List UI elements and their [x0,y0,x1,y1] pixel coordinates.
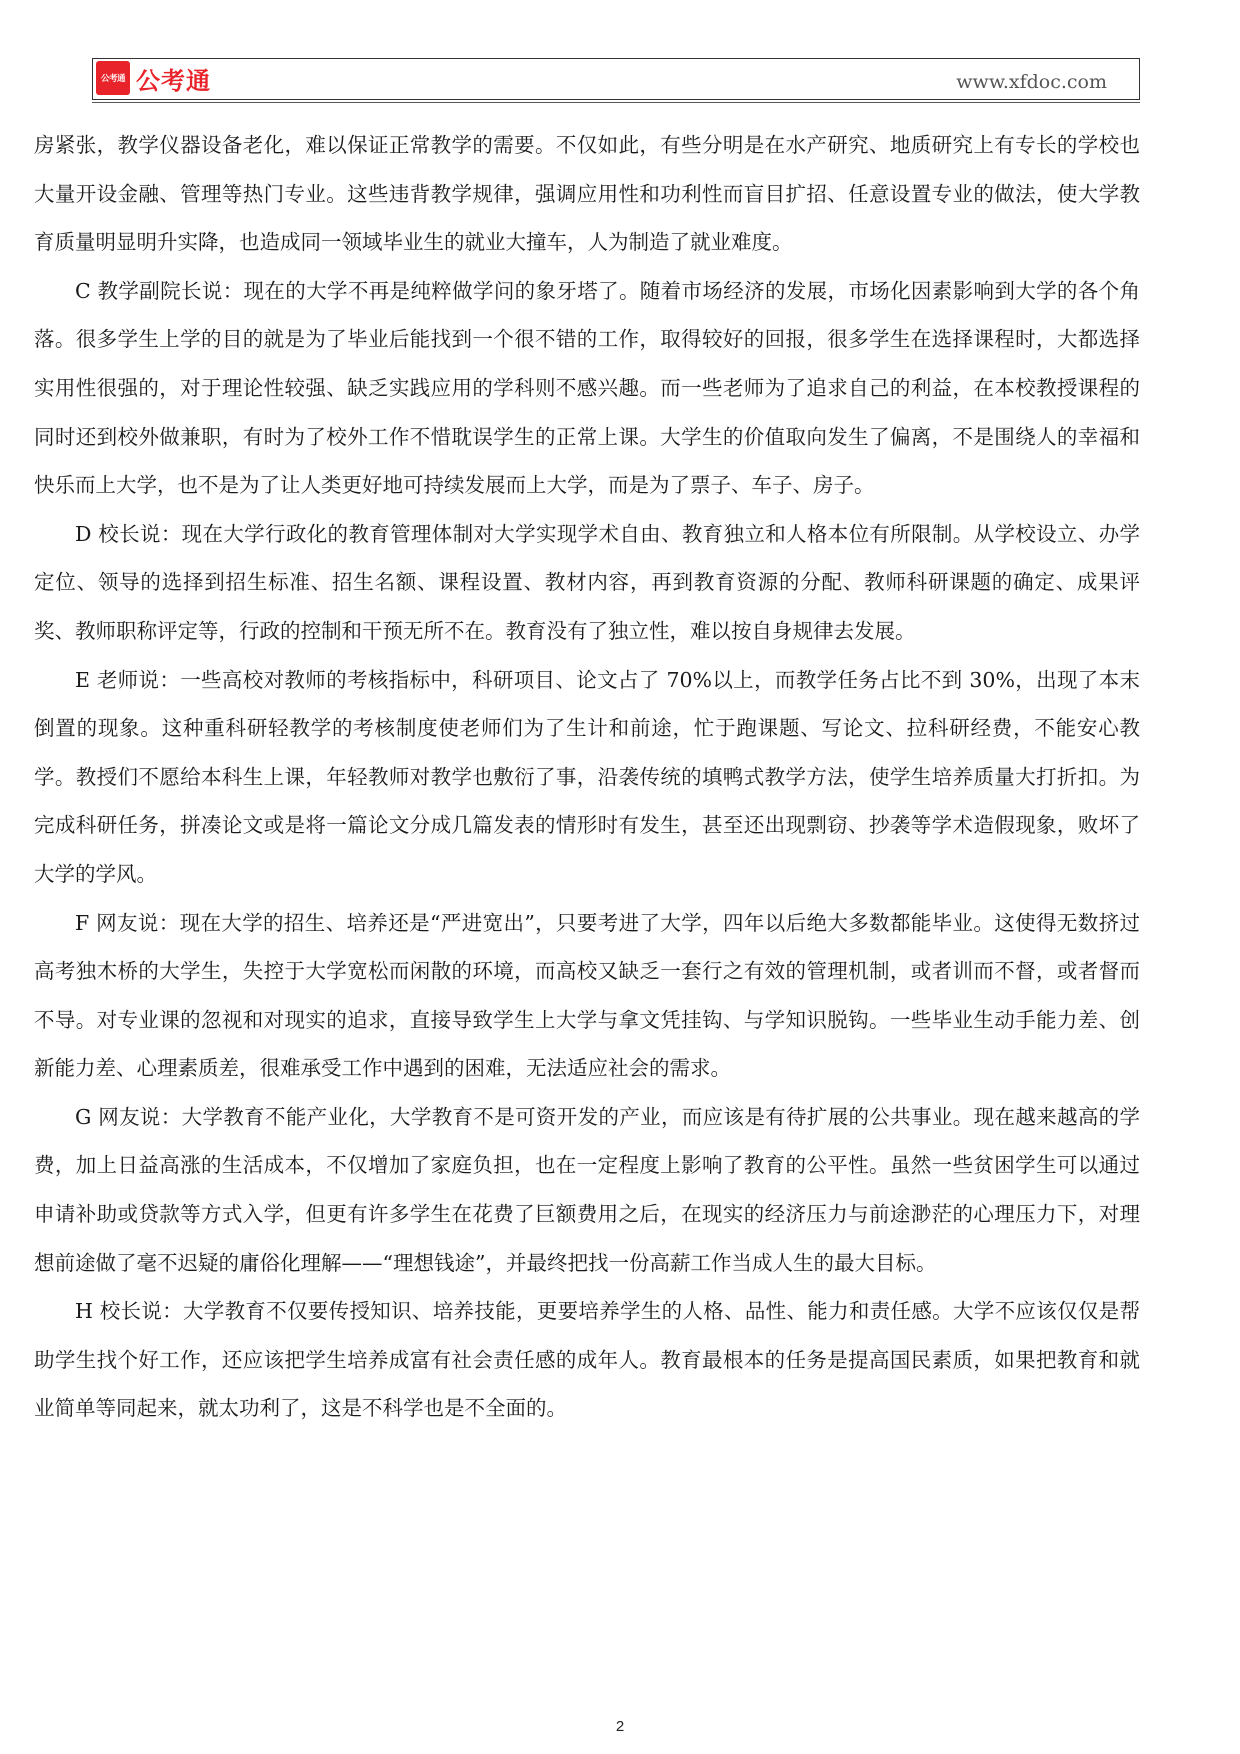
logo-text: 公考通 [136,66,211,95]
paragraph-h: H 校长说：大学教育不仅要传授知识、培养技能，更要培养学生的人格、品性、能力和责任感。大学不应该仅仅是帮助学生找个好工作，还应该把学生培养成富有社会责任感的成年人。教育最根本的任务是提高国民素质，如果把教育和就业简单等同起来，就太功利了，这是不科学也是不全面的。 [34,1299,1140,1421]
paragraph-c: C 教学副院长说：现在的大学不再是纯粹做学问的象牙塔了。随着市场经济的发展，市场化因素影响到大学的各个角落。很多学生上学的目的就是为了毕业后能找到一个很不错的工作，取得较好的回报，很多学生在选择课程时，大都选择实用性很强的，对于理论性较强、缺乏实践应用的学科则不感兴趣。而一些老师为了追求自己的利益，在本校教授课程的同时还到校外做兼职，有时为了校外工作不惜耽误学生的正常上课。大学生的价值取向发生了偏离，不是围绕人的幸福和快乐而上大学，也不是为了让人类更好地可持续发展而上大学，而是为了票子、车子、房子。 [34,278,1140,498]
logo-mark-icon: 公考通 [96,61,130,95]
page-number: 2 [615,1718,625,1735]
paragraph-continued: 房紧张，教学仪器设备老化，难以保证正常教学的需要。不仅如此，有些分明是在水产研究、地质研究上有专长的学校也大量开设金融、管理等热门专业。这些违背教学规律，强调应用性和功利性而盲目扩招、任意设置专业的做法，使大学教育质量明显明升实降，也造成同一领域毕业生的就业大撞车，人为制造了就业难度。 [34,133,1140,255]
page-header [92,58,1140,100]
document-body [34,121,1140,1433]
header-divider [92,102,1140,103]
paragraph-g: G 网友说：大学教育不能产业化，大学教育不是可资开发的产业，而应该是有待扩展的公共事业。现在越来越高的学费，加上日益高涨的生活成本，不仅增加了家庭负担，也在一定程度上影响了教育的公平性。虽然一些贫困学生可以通过申请补助或贷款等方式入学，但更有许多学生在花费了巨额费用之后，在现实的经济压力与前途渺茫的心理压力下，对理想前途做了毫不迟疑的庸俗化理解——“理想钱途”，并最终把找一份高薪工作当成人生的最大目标。 [34,1104,1140,1275]
logo [96,61,211,95]
paragraph-f: F 网友说：现在大学的招生、培养还是“严进宽出”，只要考进了大学，四年以后绝大多数都能毕业。这使得无数挤过高考独木桥的大学生，失控于大学宽松而闲散的环境，而高校又缺乏一套行之有效的管理机制，或者训而不督，或者督而不导。对专业课的忽视和对现实的追求，直接导致学生上大学与拿文凭挂钩、与学知识脱钩。一些毕业生动手能力差、创新能力差、心理素质差，很难承受工作中遇到的困难，无法适应社会的需求。 [34,910,1140,1081]
paragraph-e: E 老师说：一些高校对教师的考核指标中，科研项目、论文占了 70%以上，而教学任务占比不到 30%，出现了本末倒置的现象。这种重科研轻教学的考核制度使老师们为了生计和前途，忙于跑课题、写论文、拉科研经费，不能安心教学。教授们不愿给本科生上课，年轻教师对教学也敷衍了事，沿袭传统的填鸭式教学方法，使学生培养质量大打折扣。为完成科研任务，拼凑论文或是将一篇论文分成几篇发表的情形时有发生，甚至还出现剽窃、抄袭等学术造假现象，败坏了大学的学风。 [34,667,1140,886]
paragraph-d: D 校长说：现在大学行政化的教育管理体制对大学实现学术自由、教育独立和人格本位有所限制。从学校设立、办学定位、领导的选择到招生标准、招生名额、课程设置、教材内容，再到教育资源的分配、教师科研课题的确定、成果评奖、教师职称评定等，行政的控制和干预无所不在。教育没有了独立性，难以按自身规律去发展。 [34,521,1140,643]
site-url: www.xfdoc.com [956,71,1107,93]
